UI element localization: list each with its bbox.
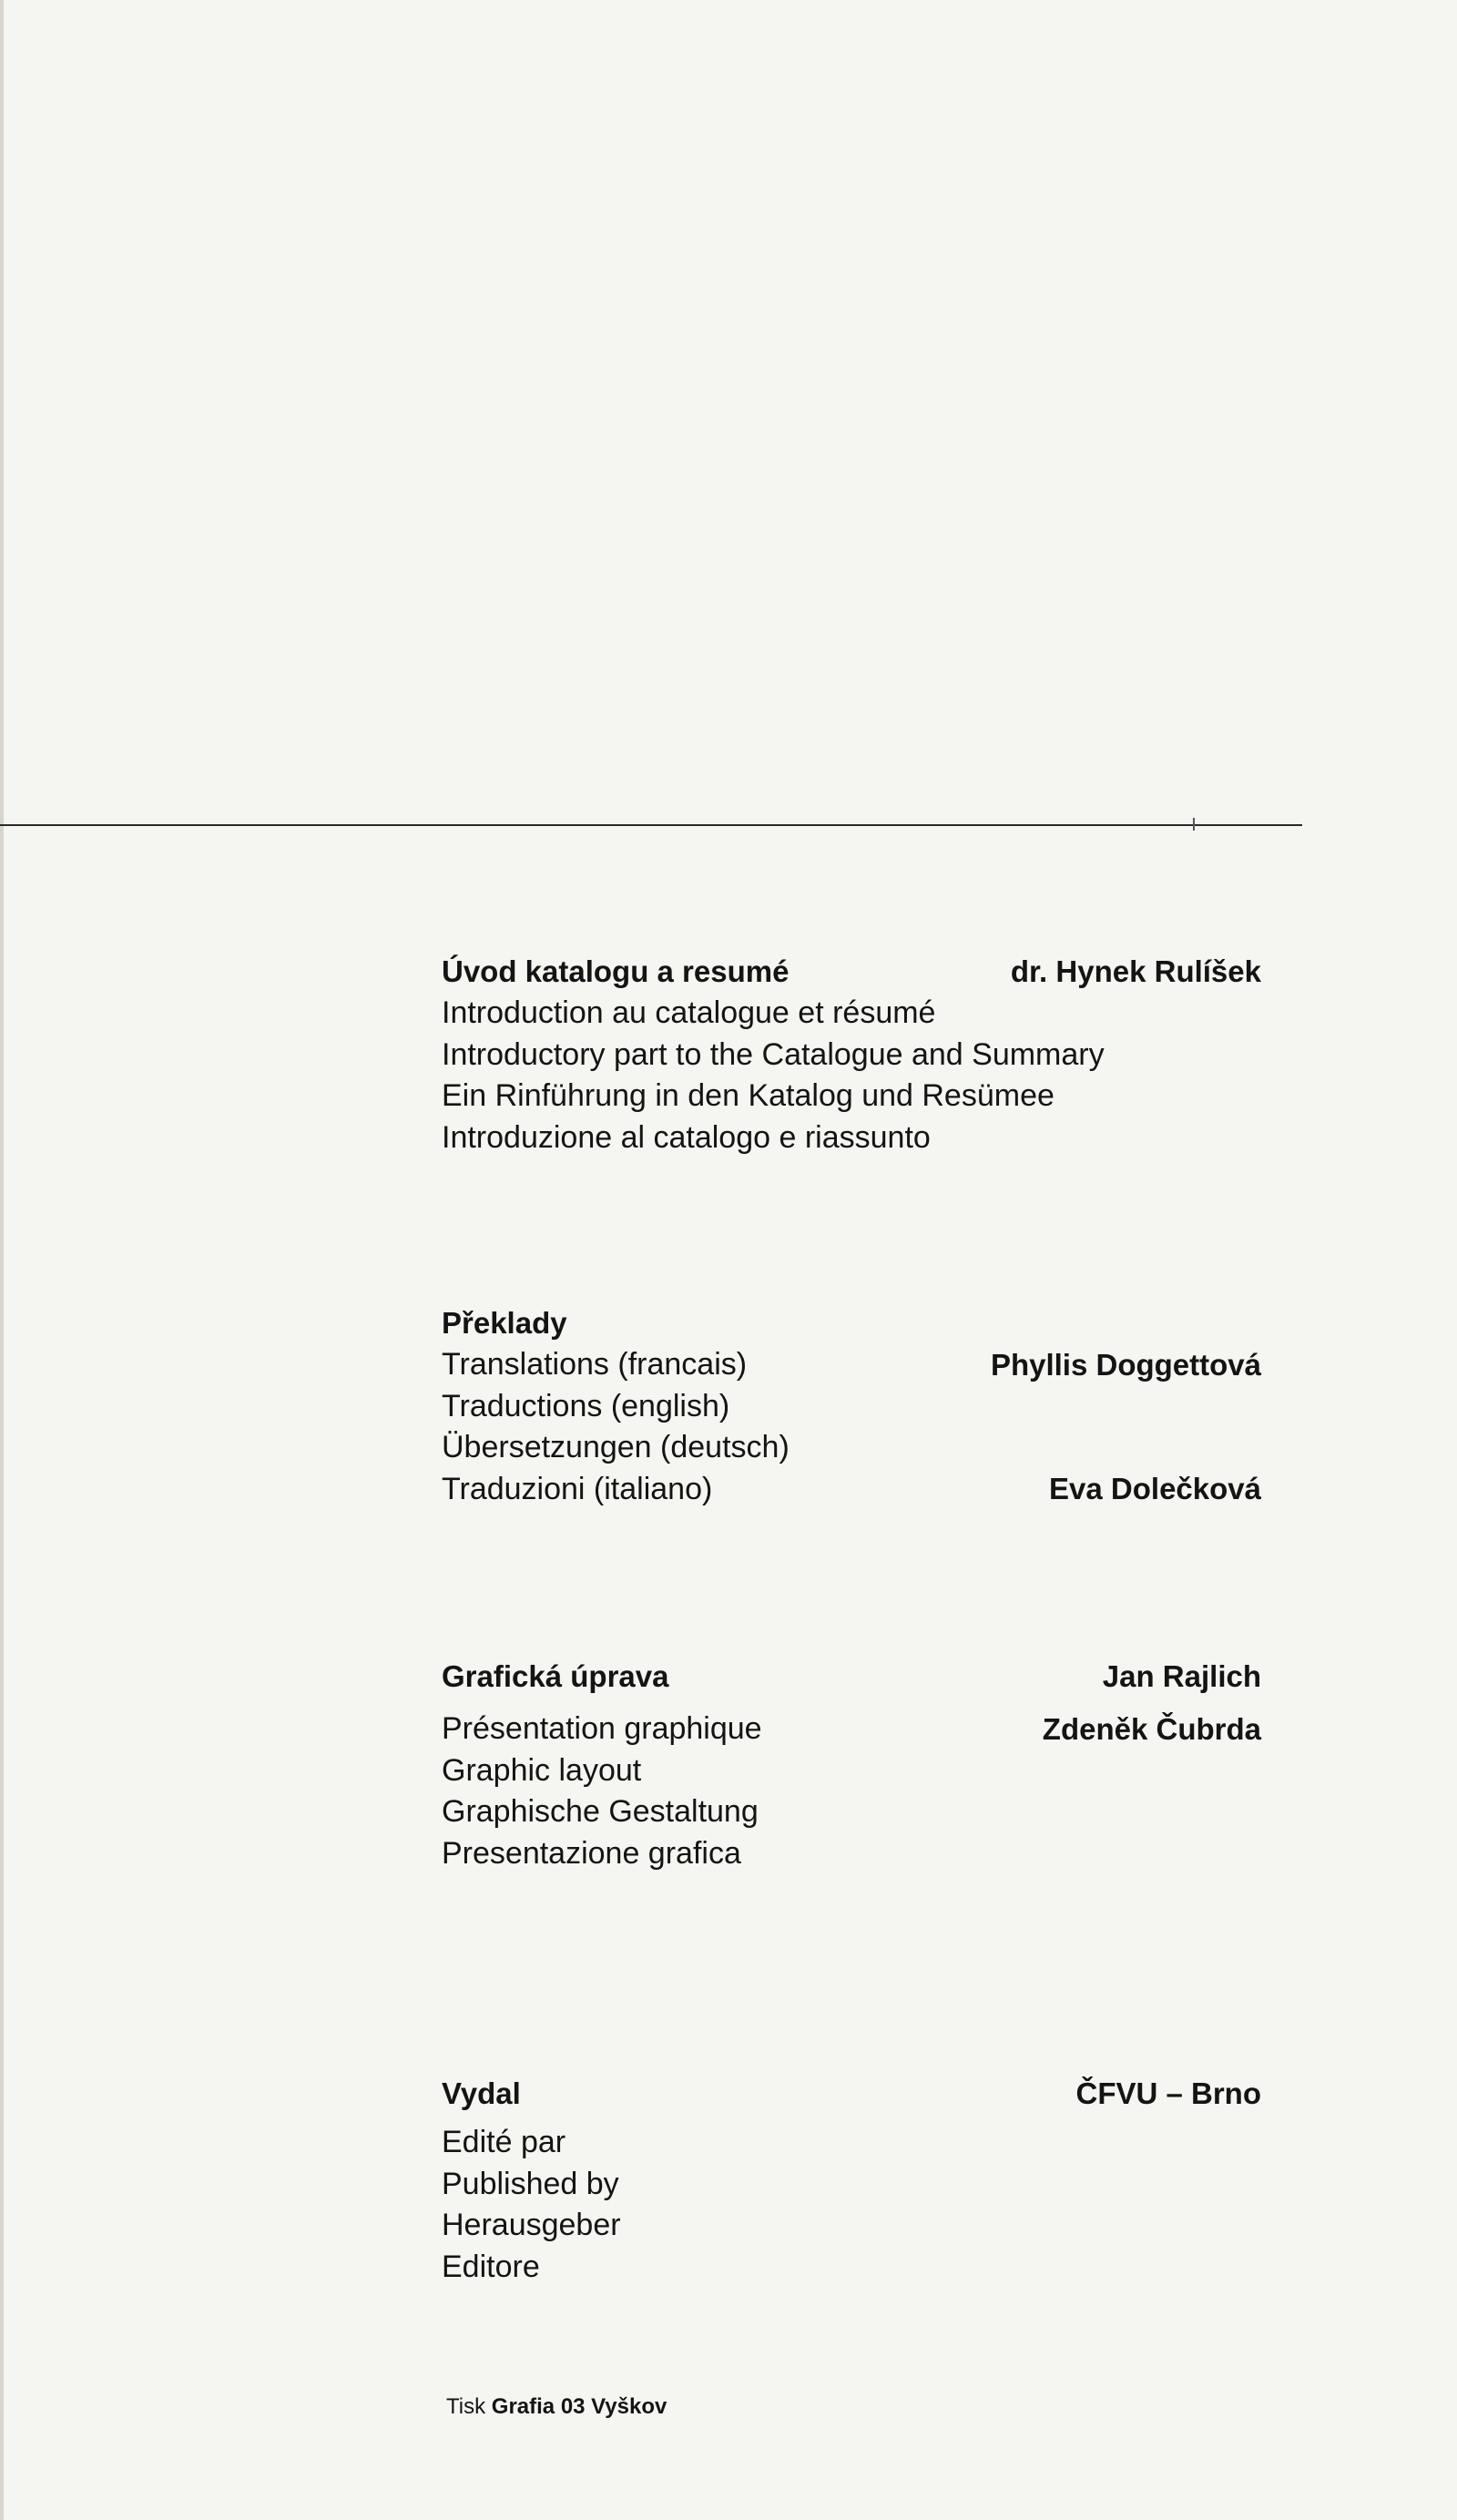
- intro-line-fr: Introduction au catalogue et résumé: [442, 995, 936, 1030]
- print-credit-prefix: Tisk: [446, 2394, 486, 2419]
- translations-heading: Překlady: [442, 1306, 567, 1340]
- graphic-line-it: Presentazione grafica: [442, 1835, 741, 1871]
- intro-line-it: Introduzione al catalogo e riassunto: [442, 1119, 931, 1155]
- horizontal-rule: [0, 824, 1302, 826]
- publisher-section: [442, 2073, 1261, 2288]
- publisher-line-it: Editore: [442, 2249, 540, 2284]
- publisher-line-en: Published by: [442, 2166, 619, 2201]
- graphic-heading: Grafická úprava: [442, 1659, 669, 1693]
- graphic-line-de: Graphische Gestaltung: [442, 1794, 759, 1829]
- designer-1: Jan Rajlich: [1102, 1659, 1261, 1693]
- translations-line-en: Traductions (english): [442, 1388, 730, 1423]
- publisher-name: ČFVU – Brno: [1075, 2076, 1261, 2110]
- graphic-line-fr: Présentation graphique: [442, 1711, 762, 1746]
- translations-line-fr: Translations (francais): [442, 1347, 748, 1382]
- print-credit: [446, 2393, 667, 2421]
- publisher-line-fr: Edité par: [442, 2125, 566, 2159]
- intro-section: [442, 951, 1261, 1158]
- intro-line-de: Ein Rinführung in den Katalog und Resümee: [442, 1078, 1055, 1113]
- translations-line-it: Traduzioni (italiano): [442, 1471, 713, 1506]
- graphic-section: [442, 1656, 1261, 1874]
- graphic-line-en: Graphic layout: [442, 1752, 642, 1788]
- translator-1: Phyllis Doggettová: [990, 1348, 1261, 1382]
- intro-author: dr. Hynek Rulíšek: [1010, 954, 1261, 988]
- print-credit-printer: Grafia 03 Vyškov: [491, 2394, 667, 2419]
- translator-2: Eva Dolečková: [1049, 1472, 1261, 1505]
- publisher-heading: Vydal: [442, 2076, 521, 2110]
- translations-section: [442, 1302, 1261, 1510]
- intro-line-en: Introductory part to the Catalogue and Summary: [442, 1036, 1105, 1072]
- intro-heading: Úvod katalogu a resumé: [442, 954, 790, 988]
- rule-tick-mark: [1193, 818, 1195, 831]
- translations-line-de: Übersetzungen (deutsch): [442, 1430, 790, 1464]
- designer-2: Zdeněk Čubrda: [1042, 1712, 1261, 1746]
- page-edge: [0, 0, 4, 2520]
- publisher-line-de: Herausgeber: [442, 2208, 621, 2242]
